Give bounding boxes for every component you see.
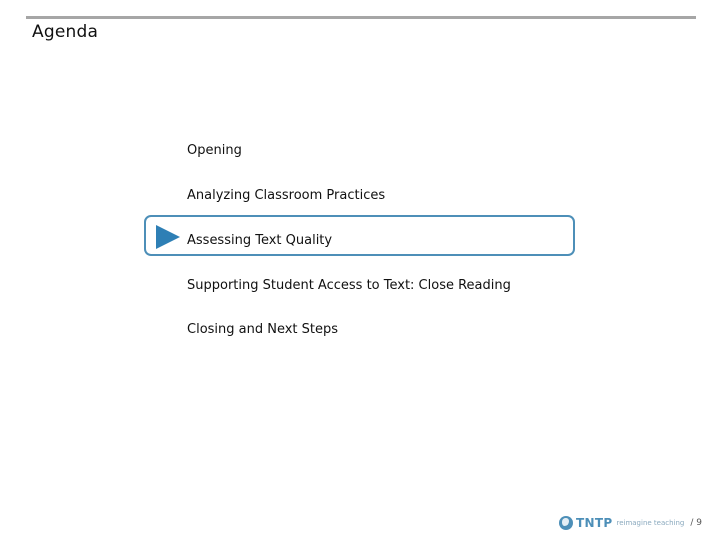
current-item-arrow-icon <box>156 225 180 249</box>
top-rule-divider <box>26 16 696 19</box>
globe-logo-icon <box>559 516 573 530</box>
agenda-item-opening: Opening <box>187 143 242 158</box>
footer <box>559 514 702 532</box>
agenda-item-supporting-student-access: Supporting Student Access to Text: Close Reading <box>187 278 511 293</box>
slide-title: Agenda <box>32 22 99 42</box>
page-number: / 9 <box>690 518 702 528</box>
agenda-item-assessing-text-quality: Assessing Text Quality <box>187 233 333 248</box>
agenda-item-closing-next-steps: Closing and Next Steps <box>187 322 339 337</box>
logo-text: TNTP <box>576 516 613 530</box>
agenda-item-analyzing-classroom-practices: Analyzing Classroom Practices <box>187 188 386 203</box>
logo-tagline: reimagine teaching <box>616 519 685 527</box>
